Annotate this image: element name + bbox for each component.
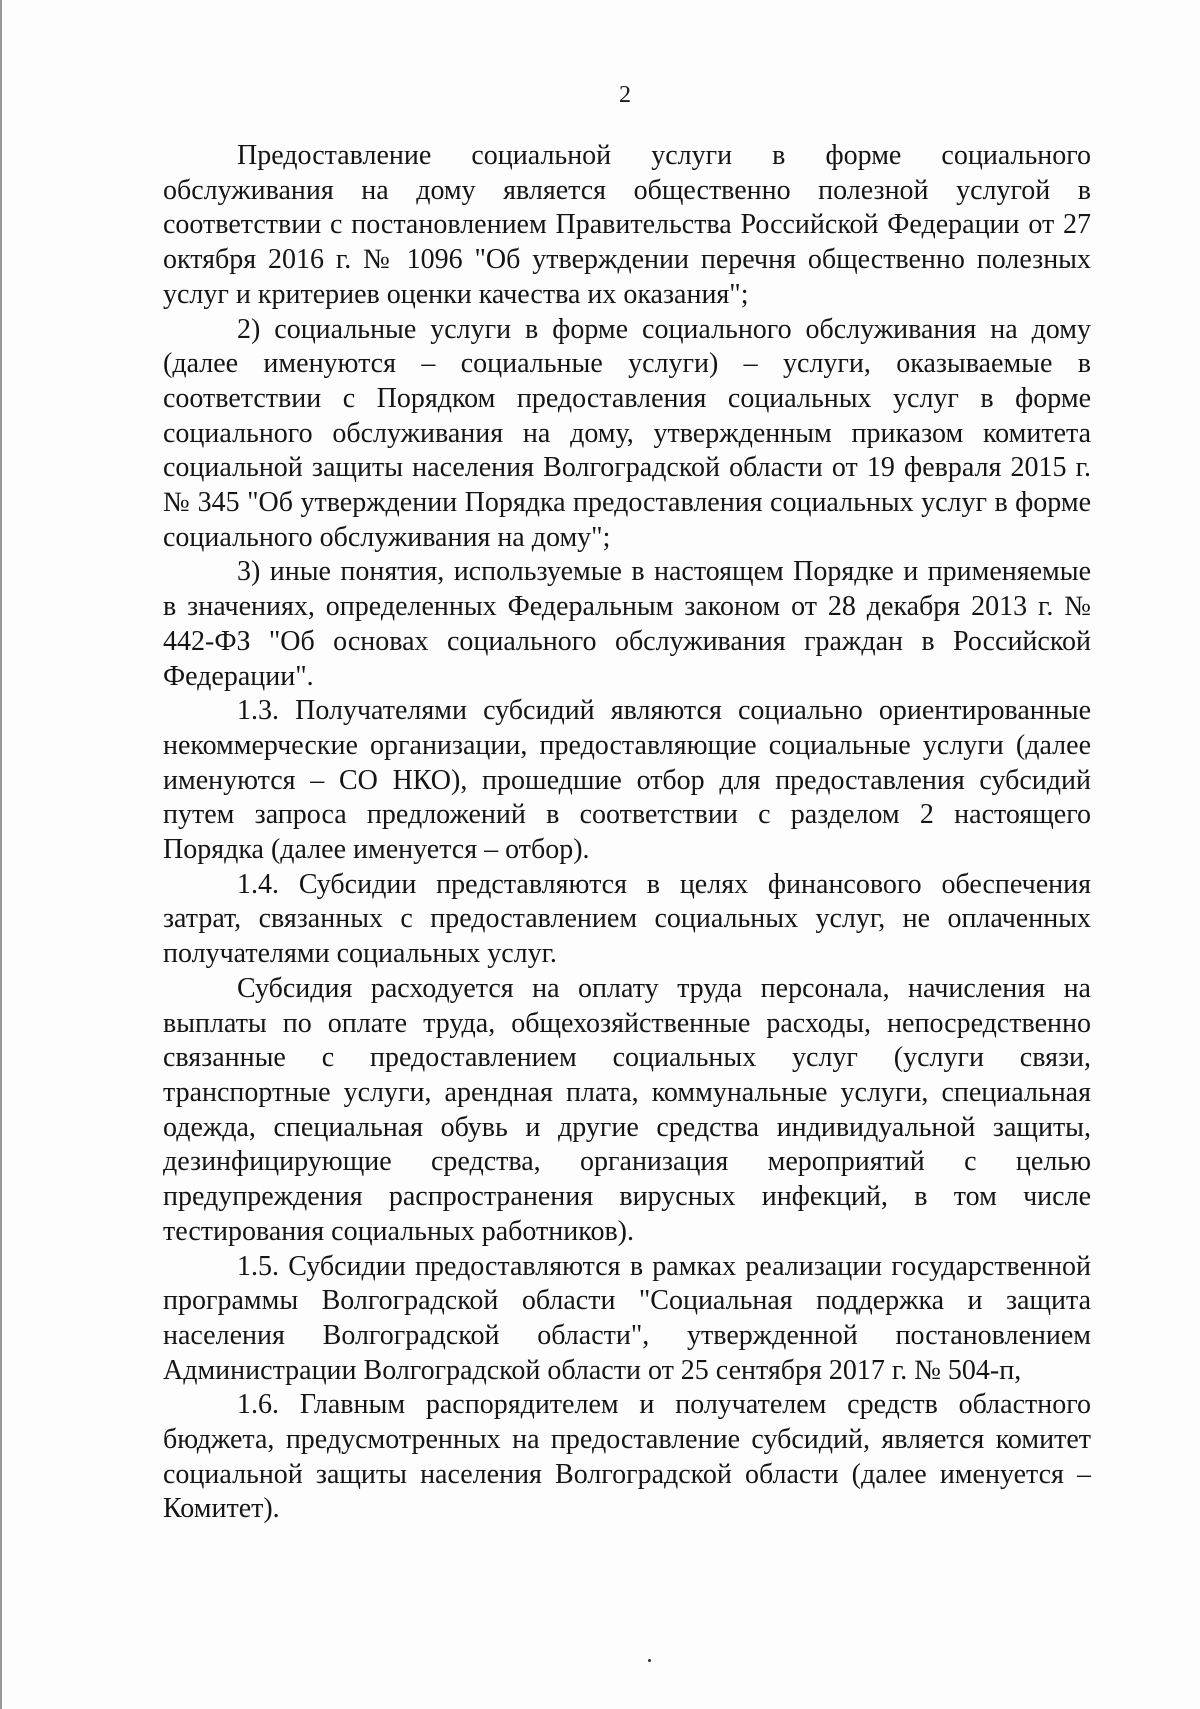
paragraph-subsidy-expenses: Субсидия расходуется на оплату труда персонала, начисления на выплаты по оплате труда, общехозяйственные расходы, непосредственно связанные с предоставлением социальных услуг (услуги связи, транспортные услуги, арендная плата, коммунальные услуги, специальная одежда, специальная обувь и другие средства индивидуальной защиты, дезинфицирующие средства, организация мероприятий с целью предупреждения распространения вирусных инфекций, в том числе тестирования социальных работников). (163, 972, 1091, 1247)
paragraph-item-2: 2) социальные услуги в форме социального обслуживания на дому (далее именуются – социальные услуги) – услуги, оказываемые в соответствии с Порядком предоставления социальных услуг в форме социального обслуживания на дому, утвержденным приказом комитета социальной защиты населения Волгоградской области от 19 февраля 2015 г. № 345 "Об утверждении Порядка предоставления социальных услуг в форме социального обслуживания на дому"; (163, 313, 1091, 553)
page-number: 2 (619, 82, 631, 108)
paragraph-item-3: 3) иные понятия, используемые в настоящем Порядке и применяемые в значениях, определенных Федеральным законом от 28 декабря 2013 г. № 442-ФЗ "Об основах социального обслуживания граждан в Российской Федерации". (163, 556, 1091, 692)
paragraph-service-definition: Предоставление социальной услуги в форме социального обслуживания на дому является общественно полезной услугой в соответствии с постановлением Правительства Российской Федерации от 27 октября 2016 г. № 1096 "Об утверждении перечня общественно полезных услуг и критериев оценки качества их оказания"; (163, 140, 1091, 310)
scan-edge (0, 0, 2, 1709)
paragraph-1-3: 1.3. Получателями субсидий являются социально ориентированные некоммерческие организации, предоставляющие социальные услуги (далее именуются – СО НКО), прошедшие отбор для предоставления субсидий путем запроса предложений в соответствии с разделом 2 настоящего Порядка (далее именуется – отбор). (163, 695, 1091, 866)
document-body (163, 139, 1091, 1527)
paragraph-1-4: 1.4. Субсидии представляются в целях финансового обеспечения затрат, связанных с предоставлением социальных услуг, не оплаченных получателями социальных услуг. (163, 868, 1091, 970)
scan-dot (648, 1659, 651, 1662)
paragraph-1-6: 1.6. Главным распорядителем и получателем средств областного бюджета, предусмотренных на предоставление субсидий, является комитет социальной защиты населения Волгоградской области (далее именуется – Комитет). (163, 1389, 1091, 1525)
paragraph-1-5: 1.5. Субсидии предоставляются в рамках реализации государственной программы Волгоградской области "Социальная поддержка и защита населения Волгоградской области", утвержденной постановлением Администрации Волгоградской области от 25 сентября 2017 г. № 504-п, (163, 1250, 1091, 1386)
